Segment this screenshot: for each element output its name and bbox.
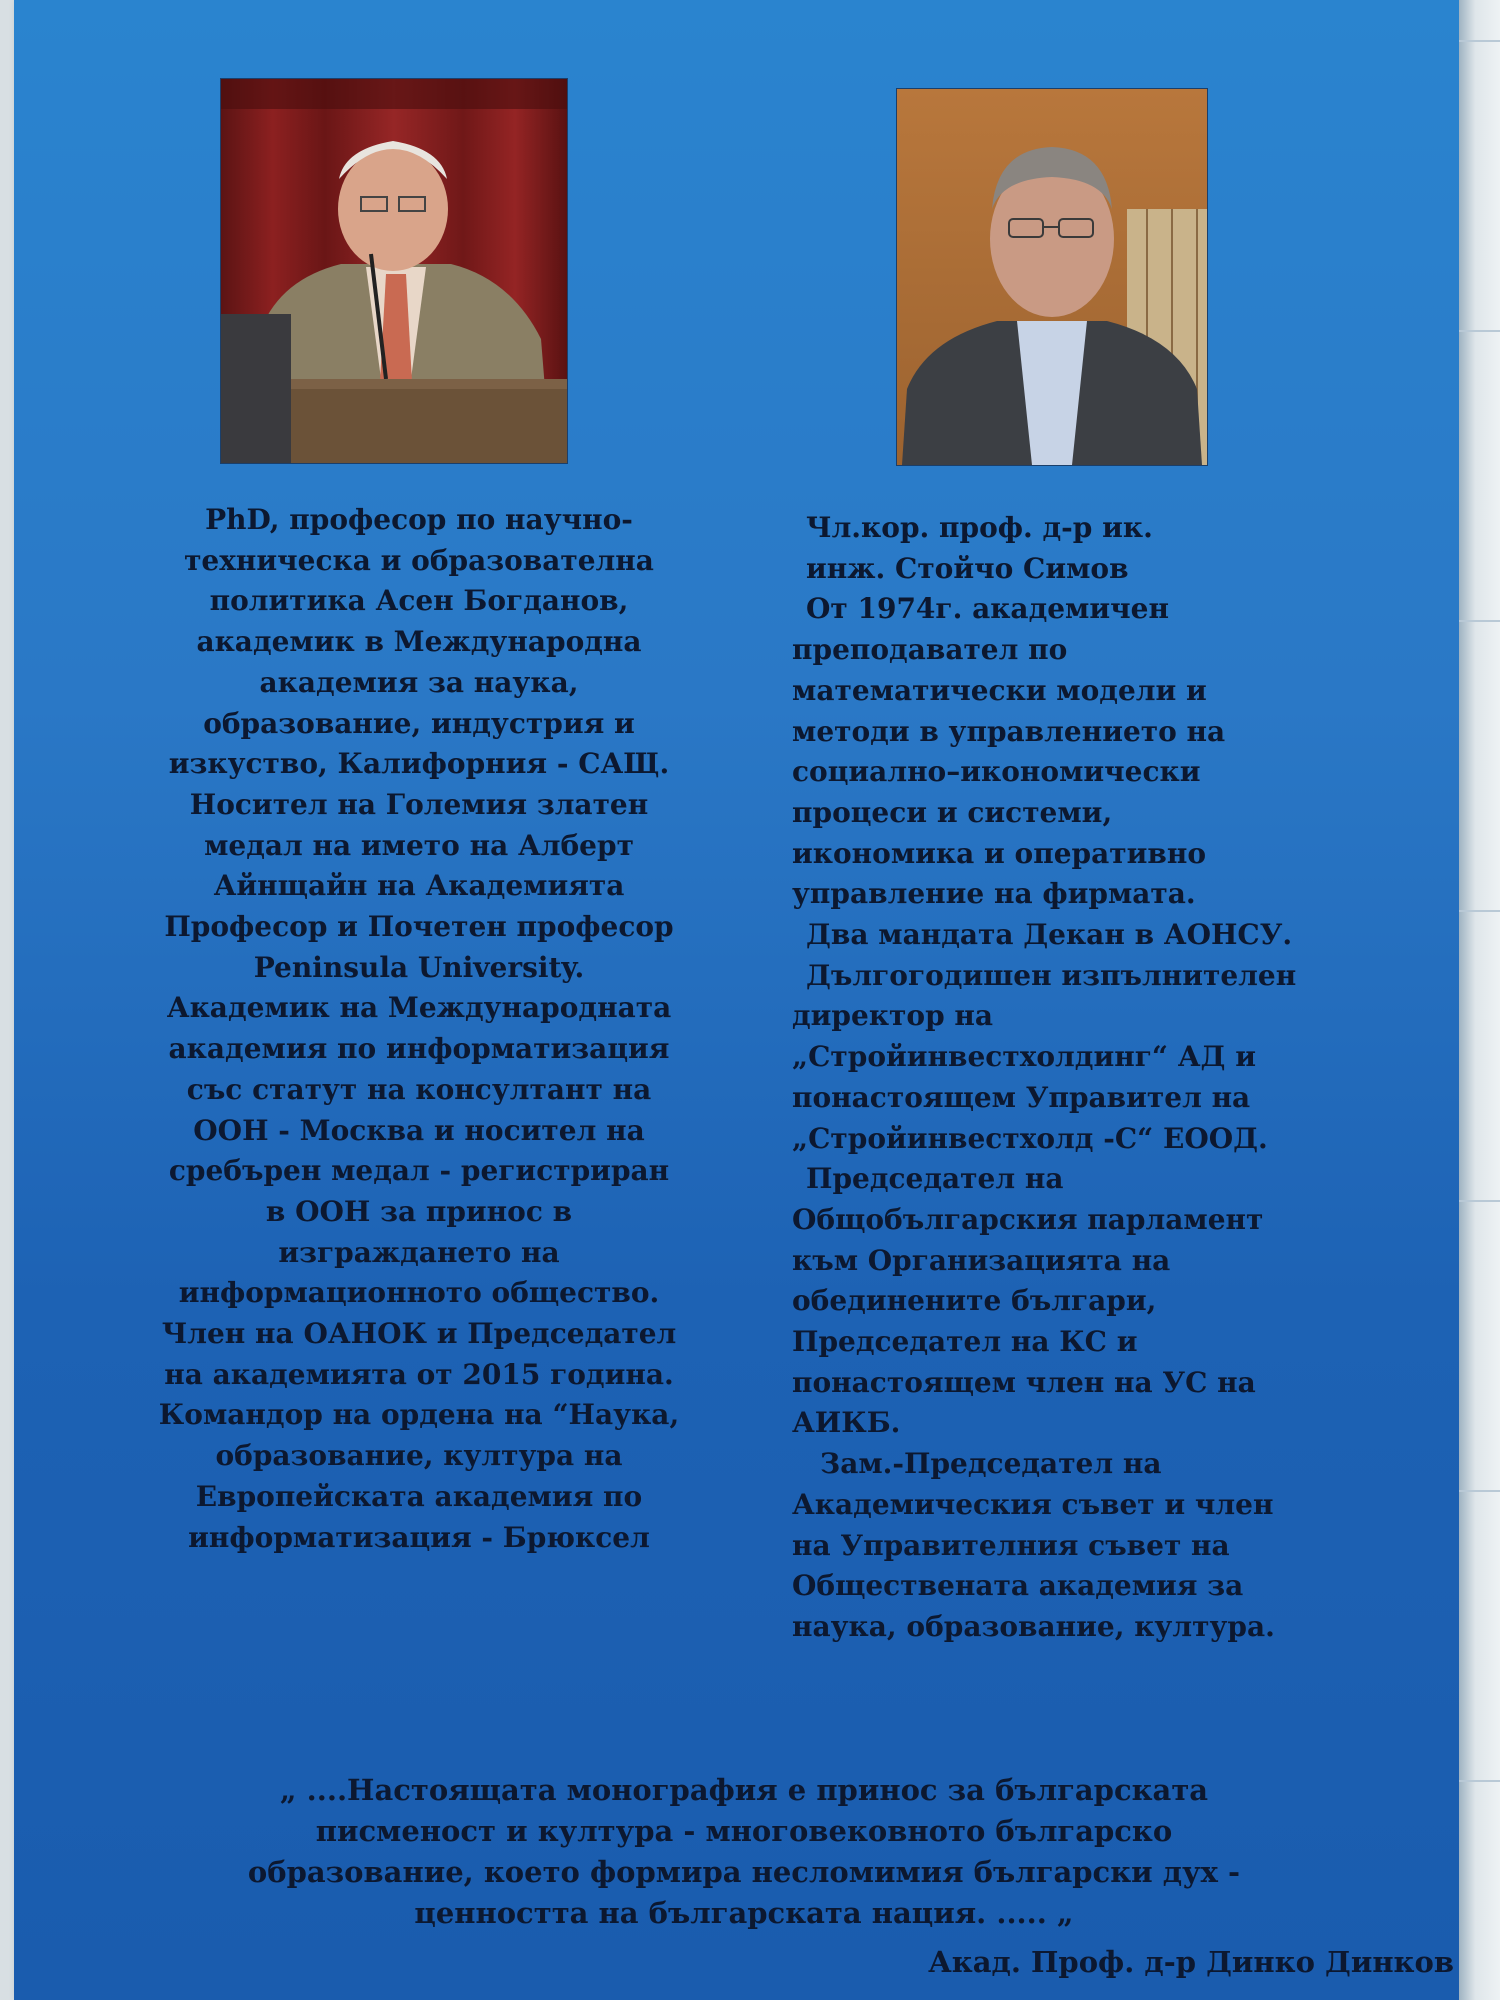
bio-line: Председател на КС и xyxy=(792,1325,1138,1359)
bio-line: математически модели и xyxy=(792,673,1207,707)
bio-line: „Стройинвестхолдинг“ АД и xyxy=(792,1040,1256,1074)
bio-line: Академик на Международната xyxy=(166,991,672,1025)
bio-line: Peninsula University. xyxy=(253,950,585,984)
bio-line: наука, образование, култура. xyxy=(792,1609,1275,1643)
bio-asen-bogdanov xyxy=(74,500,764,1558)
bio-line: понастоящем Управител на xyxy=(792,1080,1251,1114)
bio-line: От 1974г. академичен xyxy=(806,592,1169,626)
bio-stoycho-simov xyxy=(792,508,1432,1648)
bio-line: Зам.-Председател на xyxy=(820,1447,1162,1481)
bio-line: Обществената академия за xyxy=(792,1569,1244,1603)
bio-line: Академическия съвет и член xyxy=(792,1487,1274,1521)
bio-line: социално–икономически xyxy=(792,755,1201,789)
book-cover xyxy=(14,0,1459,2000)
speaker-at-podium-image xyxy=(221,79,567,463)
bio-line: на академията от 2015 година. xyxy=(164,1357,674,1391)
quote-line: писменост и култура - многовековното българско xyxy=(315,1814,1173,1848)
bio-line: обединените българи, xyxy=(792,1284,1157,1318)
bio-line: Дългогодишен изпълнителен xyxy=(806,958,1297,992)
bio-line: управление на фирмата. xyxy=(792,877,1196,911)
bio-line: академик в Международна xyxy=(196,625,642,659)
bio-line: академия по информатизация xyxy=(168,1032,670,1066)
bio-line: образование, индустрия и xyxy=(203,706,635,740)
bio-line: техническа и образователна xyxy=(184,543,654,577)
bio-line: със статут на консултант на xyxy=(186,1072,652,1106)
quote-line: ценността на българската нация. ..... „ xyxy=(414,1896,1074,1930)
bio-line: медал на името на Алберт xyxy=(204,828,634,862)
bio-line: Европейската академия по xyxy=(195,1479,643,1513)
bio-line: Командор на ордена на “Наука, xyxy=(158,1398,680,1432)
bio-line: към Организацията на xyxy=(792,1243,1171,1277)
bio-line: Професор и Почетен професор xyxy=(164,910,674,944)
bio-line: изграждането на xyxy=(278,1235,560,1269)
bio-line: академия за наука, xyxy=(259,665,579,699)
bio-line: Председател на xyxy=(806,1162,1064,1196)
bio-line: Член на ОАНОК и Председател xyxy=(161,1317,677,1351)
bio-line: „Стройинвестхолд -С“ ЕООД. xyxy=(792,1121,1268,1155)
bio-line: директор на xyxy=(792,999,994,1033)
quote-line: образование, което формира несломимия български дух - xyxy=(247,1855,1241,1889)
portrait-photo-right xyxy=(896,88,1208,466)
bio-line: методи в управлението на xyxy=(792,714,1226,748)
bio-line: понастоящем член на УС на xyxy=(792,1365,1256,1399)
bio-line: сребърен медал - регистриран xyxy=(168,1154,670,1188)
bio-line: Чл.кор. проф. д-р ик. xyxy=(806,511,1153,544)
bio-line: Два мандата Декан в АОНСУ. xyxy=(806,918,1293,952)
bio-line: процеси и системи, xyxy=(792,795,1113,829)
bio-line: информационното общество. xyxy=(178,1276,660,1310)
quote-signature: Акад. Проф. д-р Динко Динков xyxy=(928,1945,1454,1979)
background-page-edge xyxy=(1459,0,1500,2000)
monograph-quote xyxy=(94,1770,1394,1934)
portrait-photo-left xyxy=(220,78,568,464)
bio-line: АИКБ. xyxy=(792,1406,901,1440)
bio-line: икономика и оперативно xyxy=(792,836,1206,870)
bio-line: PhD, професор по научно- xyxy=(205,503,633,536)
quote-line: „ ....Настоящата монография е принос за българската xyxy=(279,1773,1209,1807)
bio-line: Носител на Големия златен xyxy=(189,787,649,821)
bio-line: в ООН за принос в xyxy=(265,1194,573,1228)
bio-line: политика Асен Богданов, xyxy=(209,584,629,618)
bio-line: Айнщайн на Академията xyxy=(213,869,625,903)
bio-line: информатизация - Брюксел xyxy=(188,1520,650,1554)
bio-line: преподавател по xyxy=(792,633,1068,667)
bio-line: на Управителния съвет на xyxy=(792,1528,1230,1562)
bio-line: образование, култура на xyxy=(215,1439,623,1473)
bio-line: инж. Стойчо Симов xyxy=(806,551,1129,585)
bio-line: изкуство, Калифорния - САЩ. xyxy=(168,747,670,781)
bio-line: ООН - Москва и носител на xyxy=(193,1113,645,1147)
bio-line: Общобългарския парламент xyxy=(792,1202,1264,1236)
man-in-suit-image xyxy=(897,89,1207,465)
